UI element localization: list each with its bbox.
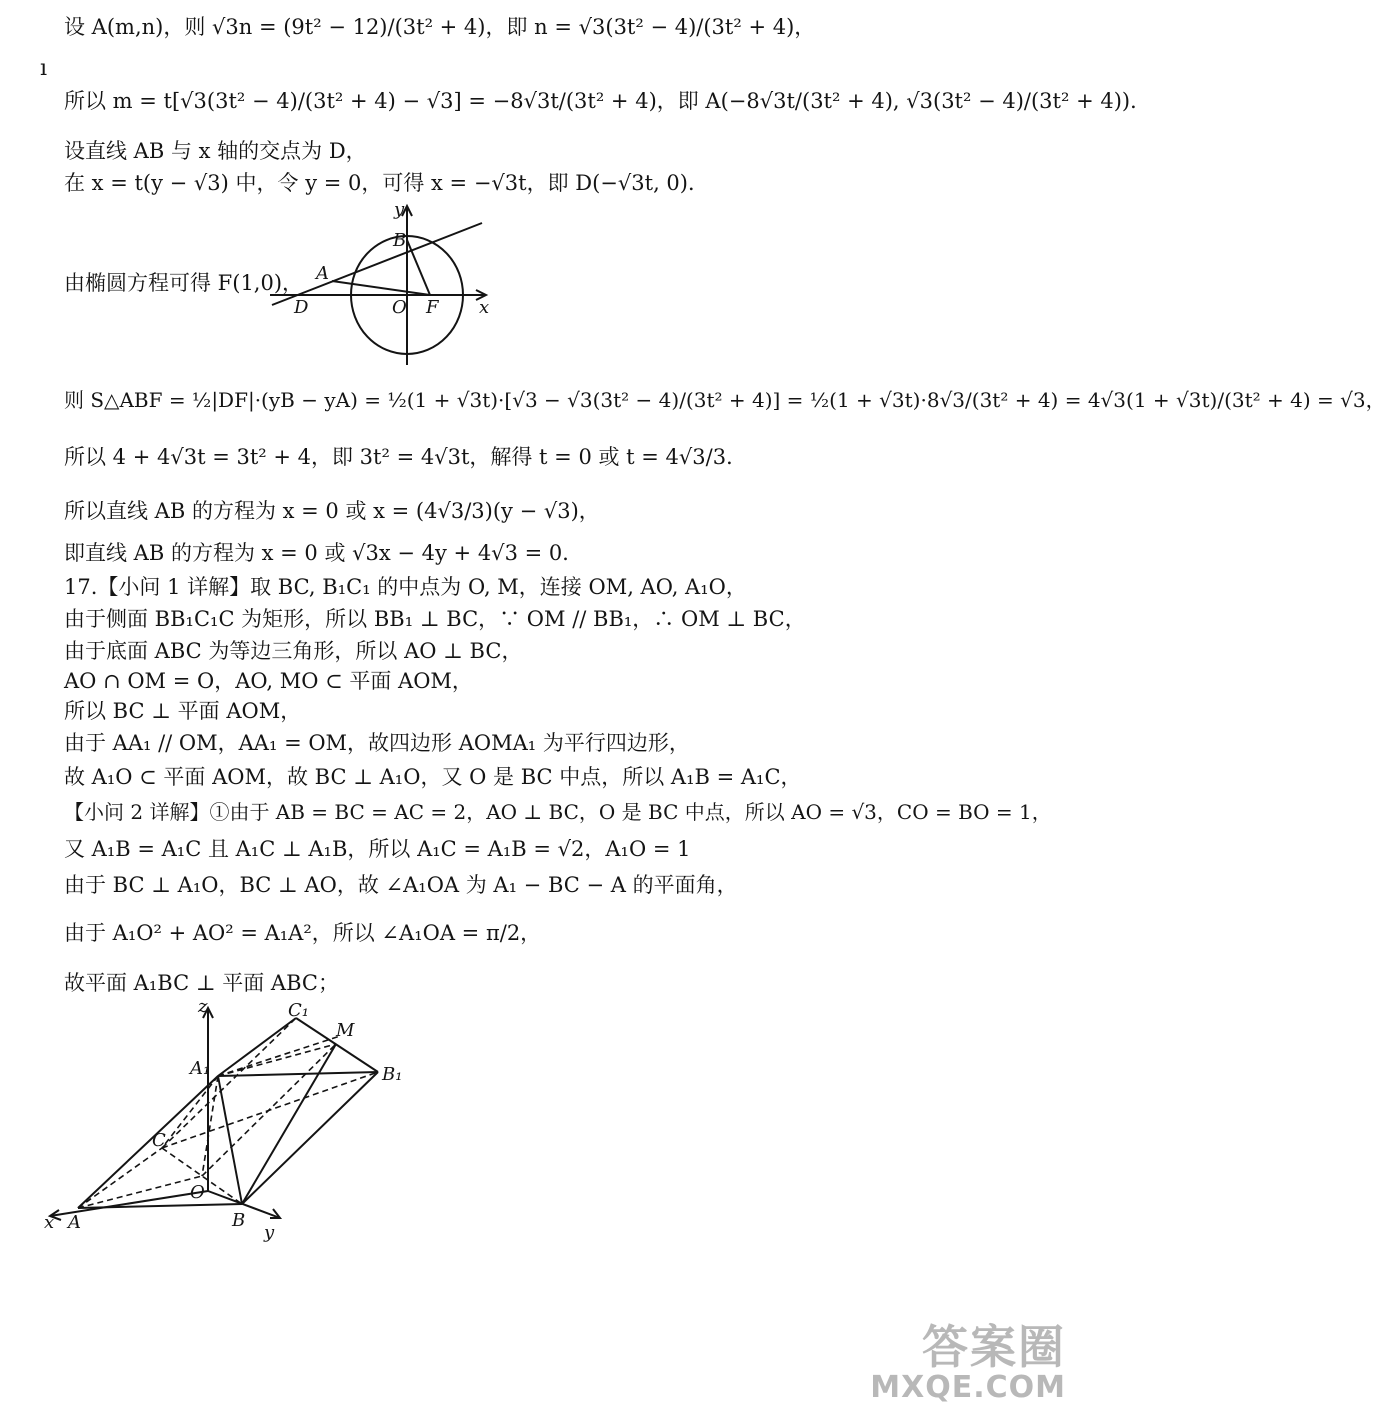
label-c: C [152, 1130, 166, 1151]
label-x: x [479, 297, 490, 318]
solution-line-19: 由于 BC ⊥ A₁O，BC ⊥ AO，故 ∠A₁OA 为 A₁ − BC − A 的平面角， [64, 873, 738, 897]
label-b1: B₁ [382, 1064, 403, 1085]
solution-line-4: 在 x = t(y − √3) 中，令 y = 0，可得 x = −√3t，即 D(−√3t, 0)． [64, 171, 709, 195]
solution-line-7: 所以 4 + 4√3t = 3t² + 4，即 3t² = 4√3t，解得 t = 0 或 t = 4√3/3． [64, 445, 748, 469]
label-a: A [68, 1212, 81, 1233]
label-a1: A₁ [190, 1058, 211, 1079]
label-x: x [44, 1212, 55, 1233]
line-ab [272, 223, 482, 305]
segment-af [332, 281, 430, 295]
label-z: z [198, 996, 208, 1017]
label-a: A [316, 263, 329, 284]
label-y: y [264, 1222, 275, 1243]
solution-line-18: 又 A₁B = A₁C 且 A₁C ⊥ A₁B，所以 A₁C = A₁B = √2，A₁O = 1 [64, 837, 691, 861]
solution-line-6: 则 S△ABF = ½|DF|·(yB − yA) = ½(1 + √3t)·[√3 − √3(3t² − 4)/(3t² + 4)] = ½(1 + √3t)·8√3/(3t² + 4) = 4√3(1 + √3t)/(3t² + 4) = √3， [64, 388, 1386, 412]
solution-line-3: 设直线 AB 与 x 轴的交点为 D， [64, 139, 367, 163]
prism-figure [40, 996, 410, 1243]
solution-line-9: 即直线 AB 的方程为 x = 0 或 √3x − 4y + 4√3 = 0． [64, 541, 584, 565]
edge-a1-c1 [218, 1018, 296, 1076]
ellipse-figure [260, 195, 500, 370]
watermark-site: MXQE.COM [870, 1369, 1066, 1405]
solution-line-8: 所以直线 AB 的方程为 x = 0 或 x = (4√3/3)(y − √3)， [64, 499, 600, 523]
label-o: O [392, 297, 407, 318]
label-b: B [232, 1210, 246, 1231]
solution-line-21: 故平面 A₁BC ⊥ 平面 ABC； [64, 971, 339, 995]
solution-line-14: 所以 BC ⊥ 平面 AOM， [64, 699, 302, 723]
solution-line-11: 由于侧面 BB₁C₁C 为矩形，所以 BB₁ ⊥ BC，∵ OM // BB₁，∴ OM ⊥ BC， [64, 607, 806, 631]
solution-line-13: AO ∩ OM = O，AO, MO ⊂ 平面 AOM， [64, 669, 473, 693]
hidden-a-o [78, 1176, 202, 1208]
edge-b-b1 [242, 1072, 378, 1204]
hidden-c-b1 [162, 1072, 378, 1148]
label-y: y [394, 199, 405, 220]
solution-line-12: 由于底面 ABC 为等边三角形，所以 AO ⊥ BC， [64, 639, 523, 663]
solution-line-20: 由于 A₁O² + AO² = A₁A²，所以 ∠A₁OA = π/2， [64, 921, 542, 945]
label-f: F [426, 297, 439, 318]
hidden-a1-o [202, 1076, 218, 1176]
margin-fragment: ı [40, 56, 48, 81]
label-b: B [393, 230, 407, 251]
solution-line-10: 17.【小问 1 详解】取 BC, B₁C₁ 的中点为 O, M，连接 OM, AO, A₁O， [64, 575, 747, 599]
label-o: O [190, 1182, 205, 1203]
label-m: M [336, 1020, 355, 1041]
edge-b-m [242, 1044, 336, 1204]
watermark [870, 1320, 1066, 1405]
label-d: D [294, 297, 309, 318]
edge-a-b [78, 1204, 242, 1208]
hidden-c-c1 [162, 1018, 296, 1148]
solution-line-17: 【小问 2 详解】①由于 AB = BC = AC = 2，AO ⊥ BC，O 是 BC 中点，所以 AO = √3，CO = BO = 1， [64, 800, 1052, 824]
label-c1: C₁ [288, 1000, 309, 1021]
hidden-a1-c [162, 1076, 218, 1148]
solution-line-15: 由于 AA₁ // OM，AA₁ = OM，故四边形 AOMA₁ 为平行四边形， [64, 731, 690, 755]
hidden-a1-m [218, 1044, 336, 1076]
solution-line-2: 所以 m = t[√3(3t² − 4)/(3t² + 4) − √3] = −8√3t/(3t² + 4)，即 A(−8√3t/(3t² + 4), √3(3t² − 4)/(3t² + 4))． [64, 89, 1152, 113]
watermark-main: 答案圈 [922, 1320, 1066, 1375]
edge-a1-b1 [218, 1072, 378, 1076]
solution-line-1: 设 A(m,n)，则 √3n = (9t² − 12)/(3t² + 4)，即 n = √3(3t² − 4)/(3t² + 4)， [64, 15, 816, 39]
hidden-a-c [78, 1148, 162, 1208]
solution-line-5: 由椭圆方程可得 F(1,0)， [64, 271, 304, 295]
solution-line-16: 故 A₁O ⊂ 平面 AOM，故 BC ⊥ A₁O，又 O 是 BC 中点，所以 A₁B = A₁C， [64, 765, 802, 789]
